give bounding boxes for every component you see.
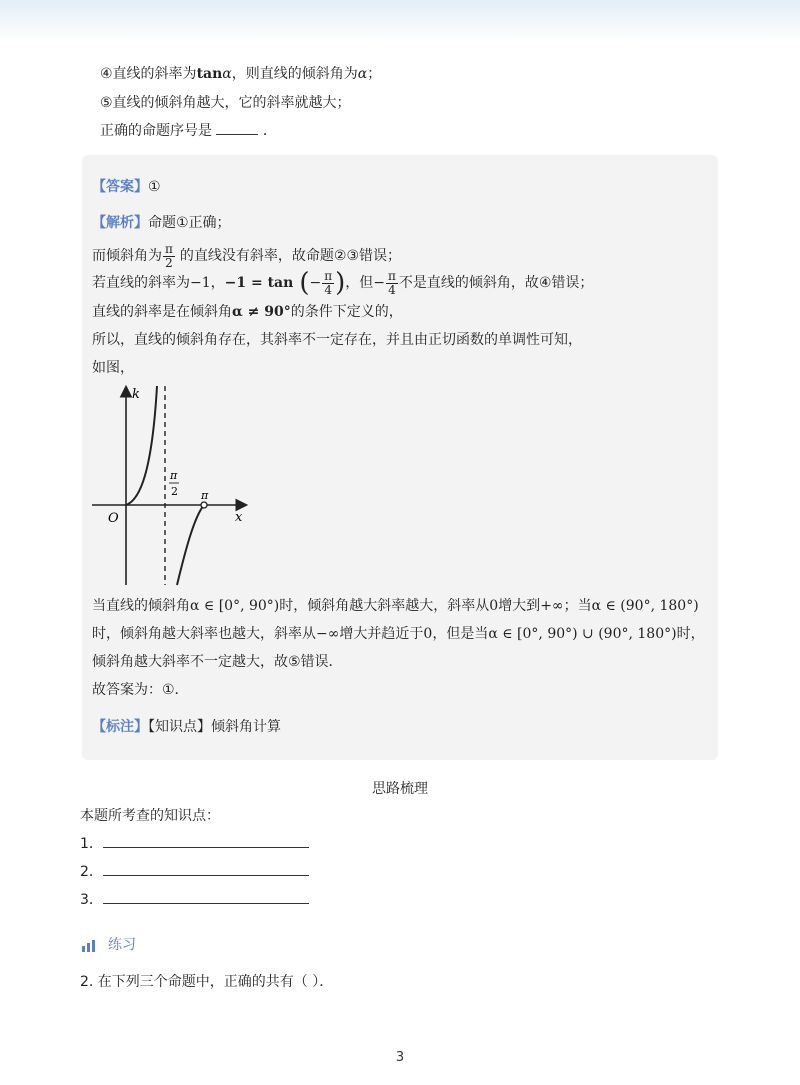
math-minus-infinity: −∞ — [316, 626, 340, 642]
pi-over-4-fraction — [322, 270, 334, 297]
header-band — [0, 0, 800, 42]
tan-symbol: tan — [196, 66, 223, 82]
review-item-number: 3． — [80, 892, 103, 908]
answer-prompt — [100, 121, 277, 141]
review-item-number: 2． — [80, 864, 103, 880]
question-2: 2. 在下列三个命题中，正确的共有（ ）． — [80, 974, 334, 990]
analysis-text: 时， — [676, 626, 705, 642]
analysis-text: ；当 — [563, 598, 592, 614]
tangent-branch-right — [177, 505, 204, 585]
analysis-line-1 — [92, 213, 231, 233]
analysis-line-6: 如图， — [92, 360, 134, 376]
tangent-graph — [90, 382, 260, 592]
analysis-line-8 — [92, 624, 705, 644]
answer-prompt-text: 正确的命题序号是 — [100, 123, 212, 139]
math-zero: 0 — [423, 626, 433, 642]
review-title: 思路梳理 — [372, 781, 428, 797]
math-interval-union: α ∈ [0°, 90°) ∪ (90°, 180°) — [488, 626, 677, 642]
analysis-text: 时，倾斜角越大斜率越大，斜率从 — [279, 598, 490, 614]
statement-4-text-a: ④直线的斜率为 — [100, 66, 197, 82]
note-line — [92, 717, 281, 737]
math-minus-one: −1 — [190, 275, 211, 291]
practice-label: 练习 — [108, 937, 136, 953]
origin-label: O — [108, 511, 119, 526]
analysis-line-4 — [92, 302, 403, 322]
analysis-line-10: 故答案为：①． — [92, 682, 189, 698]
statement-5: ⑤直线的倾斜角越大，它的斜率就越大； — [100, 95, 351, 111]
fraction-numerator: π — [165, 241, 173, 256]
math-minus: − — [373, 275, 385, 291]
analysis-text: 的条件下定义的， — [290, 304, 403, 320]
alpha-symbol: α — [222, 66, 232, 82]
review-blank — [103, 903, 309, 904]
analysis-line-5: 所以，直线的倾斜角存在，其斜率不一定存在，并且由正切函数的单调性可知， — [92, 332, 582, 348]
review-item-number: 1． — [80, 836, 103, 852]
math-interval: α ∈ [0°, 90°) — [190, 598, 280, 614]
analysis-line-2 — [92, 242, 401, 270]
statement-4-text-c: ； — [367, 66, 382, 82]
pi-over-4-fraction — [386, 270, 398, 297]
math-alpha-neq-90: α ≠ 90° — [232, 304, 291, 320]
answer-value: ① — [148, 179, 161, 195]
analysis-line-3 — [92, 268, 593, 298]
open-point-at-pi — [201, 502, 207, 508]
page-number: 3 — [395, 1050, 405, 1065]
analysis-text: 当直线的倾斜角 — [92, 598, 190, 614]
analysis-text: ，但是当 — [432, 626, 489, 642]
x-axis-label: x — [235, 510, 243, 525]
review-item-2 — [80, 862, 309, 882]
math-zero: 0 — [489, 598, 499, 614]
fraction-denominator: 4 — [324, 282, 332, 297]
practice-heading — [82, 935, 136, 955]
math-tan-equation: −1 = tan — [224, 275, 294, 291]
pi-half-numerator: π — [170, 469, 178, 482]
analysis-tag: 【解析】 — [92, 215, 148, 231]
tangent-branch-left — [126, 386, 157, 505]
pi-half-denominator: 2 — [171, 485, 178, 498]
analysis-text: 直线的斜率是在倾斜角 — [92, 304, 232, 320]
right-paren: ) — [335, 268, 346, 298]
review-item-3 — [80, 890, 309, 910]
analysis-text: 时，倾斜角越大斜率也越大，斜率从 — [92, 626, 316, 642]
math-minus: − — [309, 275, 322, 291]
analysis-text: ， — [210, 275, 225, 291]
review-blank — [103, 875, 309, 876]
analysis-text: 不是直线的倾斜角，故④错误； — [398, 275, 594, 291]
review-intro: 本题所考查的知识点： — [80, 808, 220, 824]
answer-line — [92, 177, 161, 197]
answer-blank — [216, 134, 258, 135]
fraction-denominator: 2 — [165, 255, 173, 270]
pi-over-2-fraction — [163, 243, 175, 270]
analysis-line-7 — [92, 596, 699, 616]
analysis-text: 命题①正确； — [148, 215, 231, 231]
statement-4 — [100, 64, 381, 84]
fraction-denominator: 4 — [388, 282, 396, 297]
answer-prompt-end: ． — [262, 123, 277, 139]
analysis-text: 增大并趋近于 — [339, 626, 424, 642]
analysis-text: 若直线的斜率为 — [92, 275, 190, 291]
note-text: 【知识点】倾斜角计算 — [148, 719, 281, 735]
y-axis-label: k — [132, 387, 140, 402]
analysis-text: ，但 — [345, 275, 374, 291]
analysis-text: 增大到 — [498, 598, 541, 614]
statement-4-text-b: ，则直线的倾斜角为 — [231, 66, 358, 82]
review-item-1 — [80, 834, 309, 854]
bar-chart-icon — [82, 938, 100, 952]
pi-label: π — [201, 489, 209, 502]
math-plus-infinity: +∞ — [540, 598, 564, 614]
fraction-numerator: π — [387, 268, 396, 283]
analysis-line-9: 倾斜角越大斜率不一定越大，故⑤错误． — [92, 654, 343, 670]
alpha-symbol: α — [357, 66, 368, 82]
analysis-text: 的直线没有斜率，故命题②③错误； — [179, 248, 401, 264]
fraction-numerator: π — [324, 268, 333, 283]
note-tag: 【标注】 — [92, 719, 148, 735]
answer-tag: 【答案】 — [92, 179, 148, 195]
math-interval: α ∈ (90°, 180°) — [591, 598, 699, 614]
review-blank — [103, 847, 309, 848]
analysis-text: 而倾斜角为 — [92, 248, 162, 264]
left-paren: ( — [299, 268, 310, 298]
